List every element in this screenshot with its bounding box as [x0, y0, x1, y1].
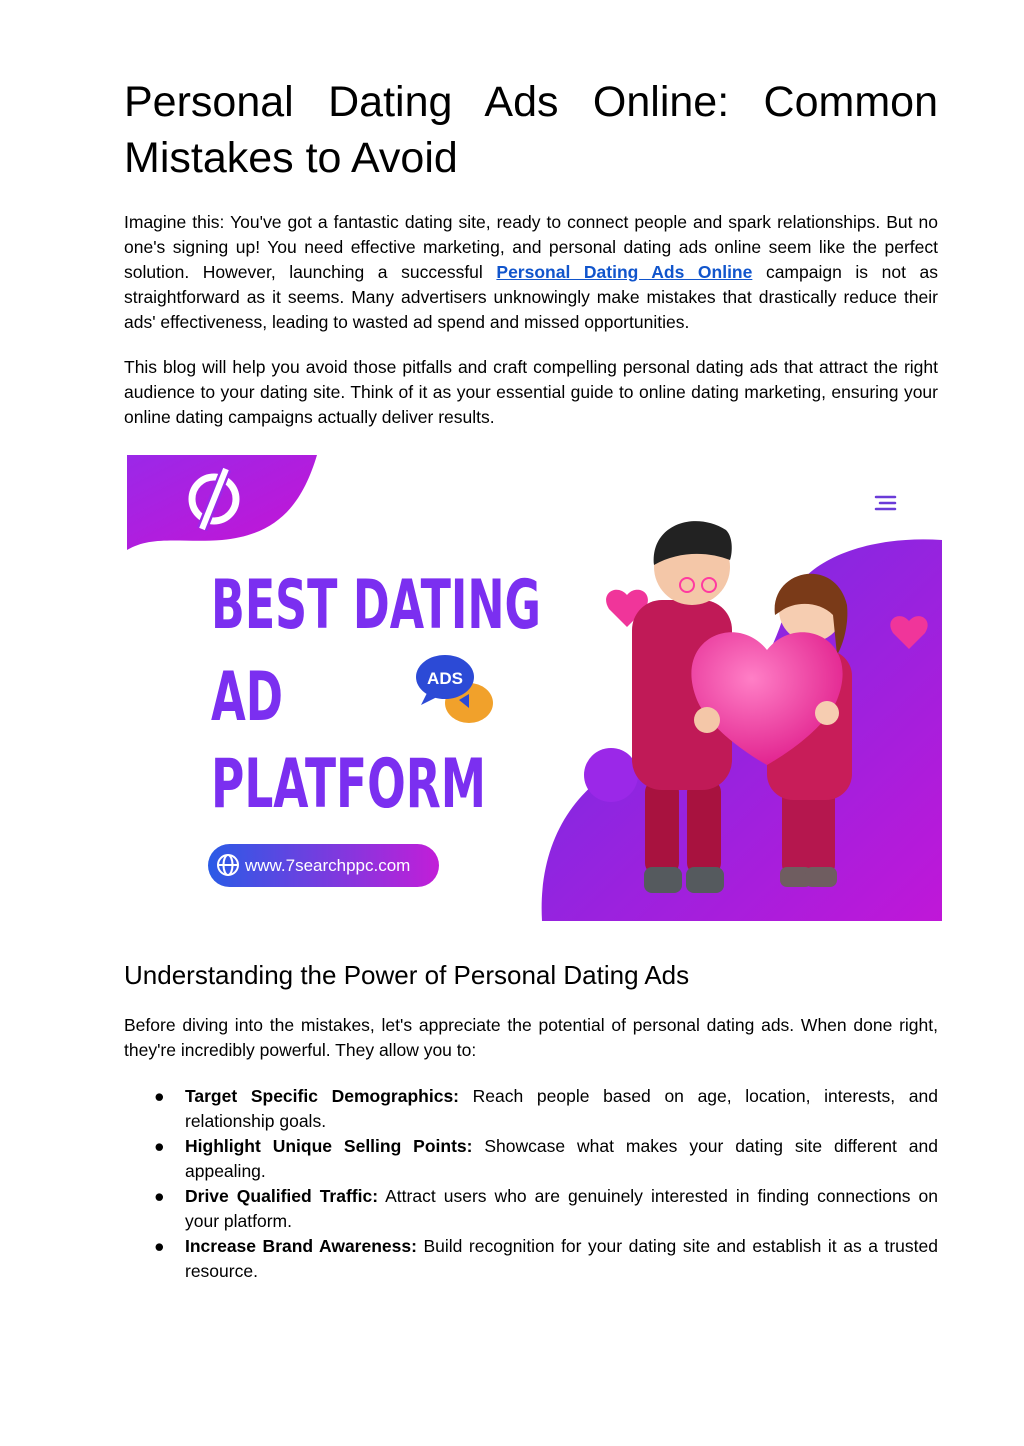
benefits-list	[124, 1084, 938, 1284]
list-item	[124, 1134, 938, 1184]
page-title: Personal Dating Ads Online: Common Mistakes to Avoid	[124, 78, 938, 182]
list-item-text: Attract users who are genuinely interested in finding connections on your platform.	[185, 1186, 938, 1231]
intro-text-after: campaign is not as straightforward as it seems. Many advertisers unknowingly make mistakes that drastically reduce their ads' effectiveness, leading to wasted ad spend and missed opportunities.	[124, 262, 939, 332]
website-url-pill	[208, 844, 439, 887]
headline-line-1: BEST DATING	[211, 566, 541, 645]
list-item-bold: Target Specific Demographics:	[185, 1086, 459, 1106]
decor-circle	[584, 748, 638, 802]
list-item-bold: Highlight Unique Selling Points:	[185, 1136, 473, 1156]
personal-dating-ads-link[interactable]: Personal Dating Ads Online	[496, 262, 753, 282]
website-url-text: www.7searchppc.com	[245, 856, 411, 875]
bullet-icon: ●	[154, 1136, 165, 1156]
list-item-text: Build recognition for your dating site and establish it as a trusted resource.	[185, 1236, 938, 1281]
list-item-bold: Increase Brand Awareness:	[185, 1236, 417, 1256]
ads-badge-label: ADS	[427, 669, 463, 688]
intro-paragraph	[124, 210, 938, 335]
list-item	[124, 1084, 938, 1134]
section-heading: Understanding the Power of Personal Dating Ads	[124, 960, 690, 990]
bullet-icon: ●	[154, 1236, 165, 1256]
dating-ad-banner-image	[127, 455, 942, 921]
bullet-icon: ●	[154, 1086, 165, 1106]
list-item-bold: Drive Qualified Traffic:	[185, 1186, 379, 1206]
list-item-text: Showcase what makes your dating site different and appealing.	[185, 1136, 938, 1181]
blog-purpose-paragraph: This blog will help you avoid those pitfalls and craft compelling personal dating ads that attract the right audience to your dating site. Think of it as your essential guide to online dating marketing, ensuring your online dating campaigns actually deliver results.	[124, 357, 938, 427]
headline-line-3: PLATFORM	[211, 745, 486, 824]
intro-text-before: Imagine this: You've got a fantastic dating site, ready to connect people and spark relationships. But no one's signing up! You need effective marketing, and personal dating ads online seem like the perfect solution. However, launching a successful	[124, 212, 938, 282]
list-item	[124, 1234, 938, 1284]
list-item	[124, 1184, 938, 1234]
headline-line-2: AD	[211, 658, 283, 737]
bullet-icon: ●	[154, 1186, 165, 1206]
list-item-text: Reach people based on age, location, interests, and relationship goals.	[185, 1086, 938, 1131]
section-intro-paragraph: Before diving into the mistakes, let's appreciate the potential of personal dating ads. When done right, they're incredibly powerful. They allow you to:	[124, 1015, 938, 1060]
